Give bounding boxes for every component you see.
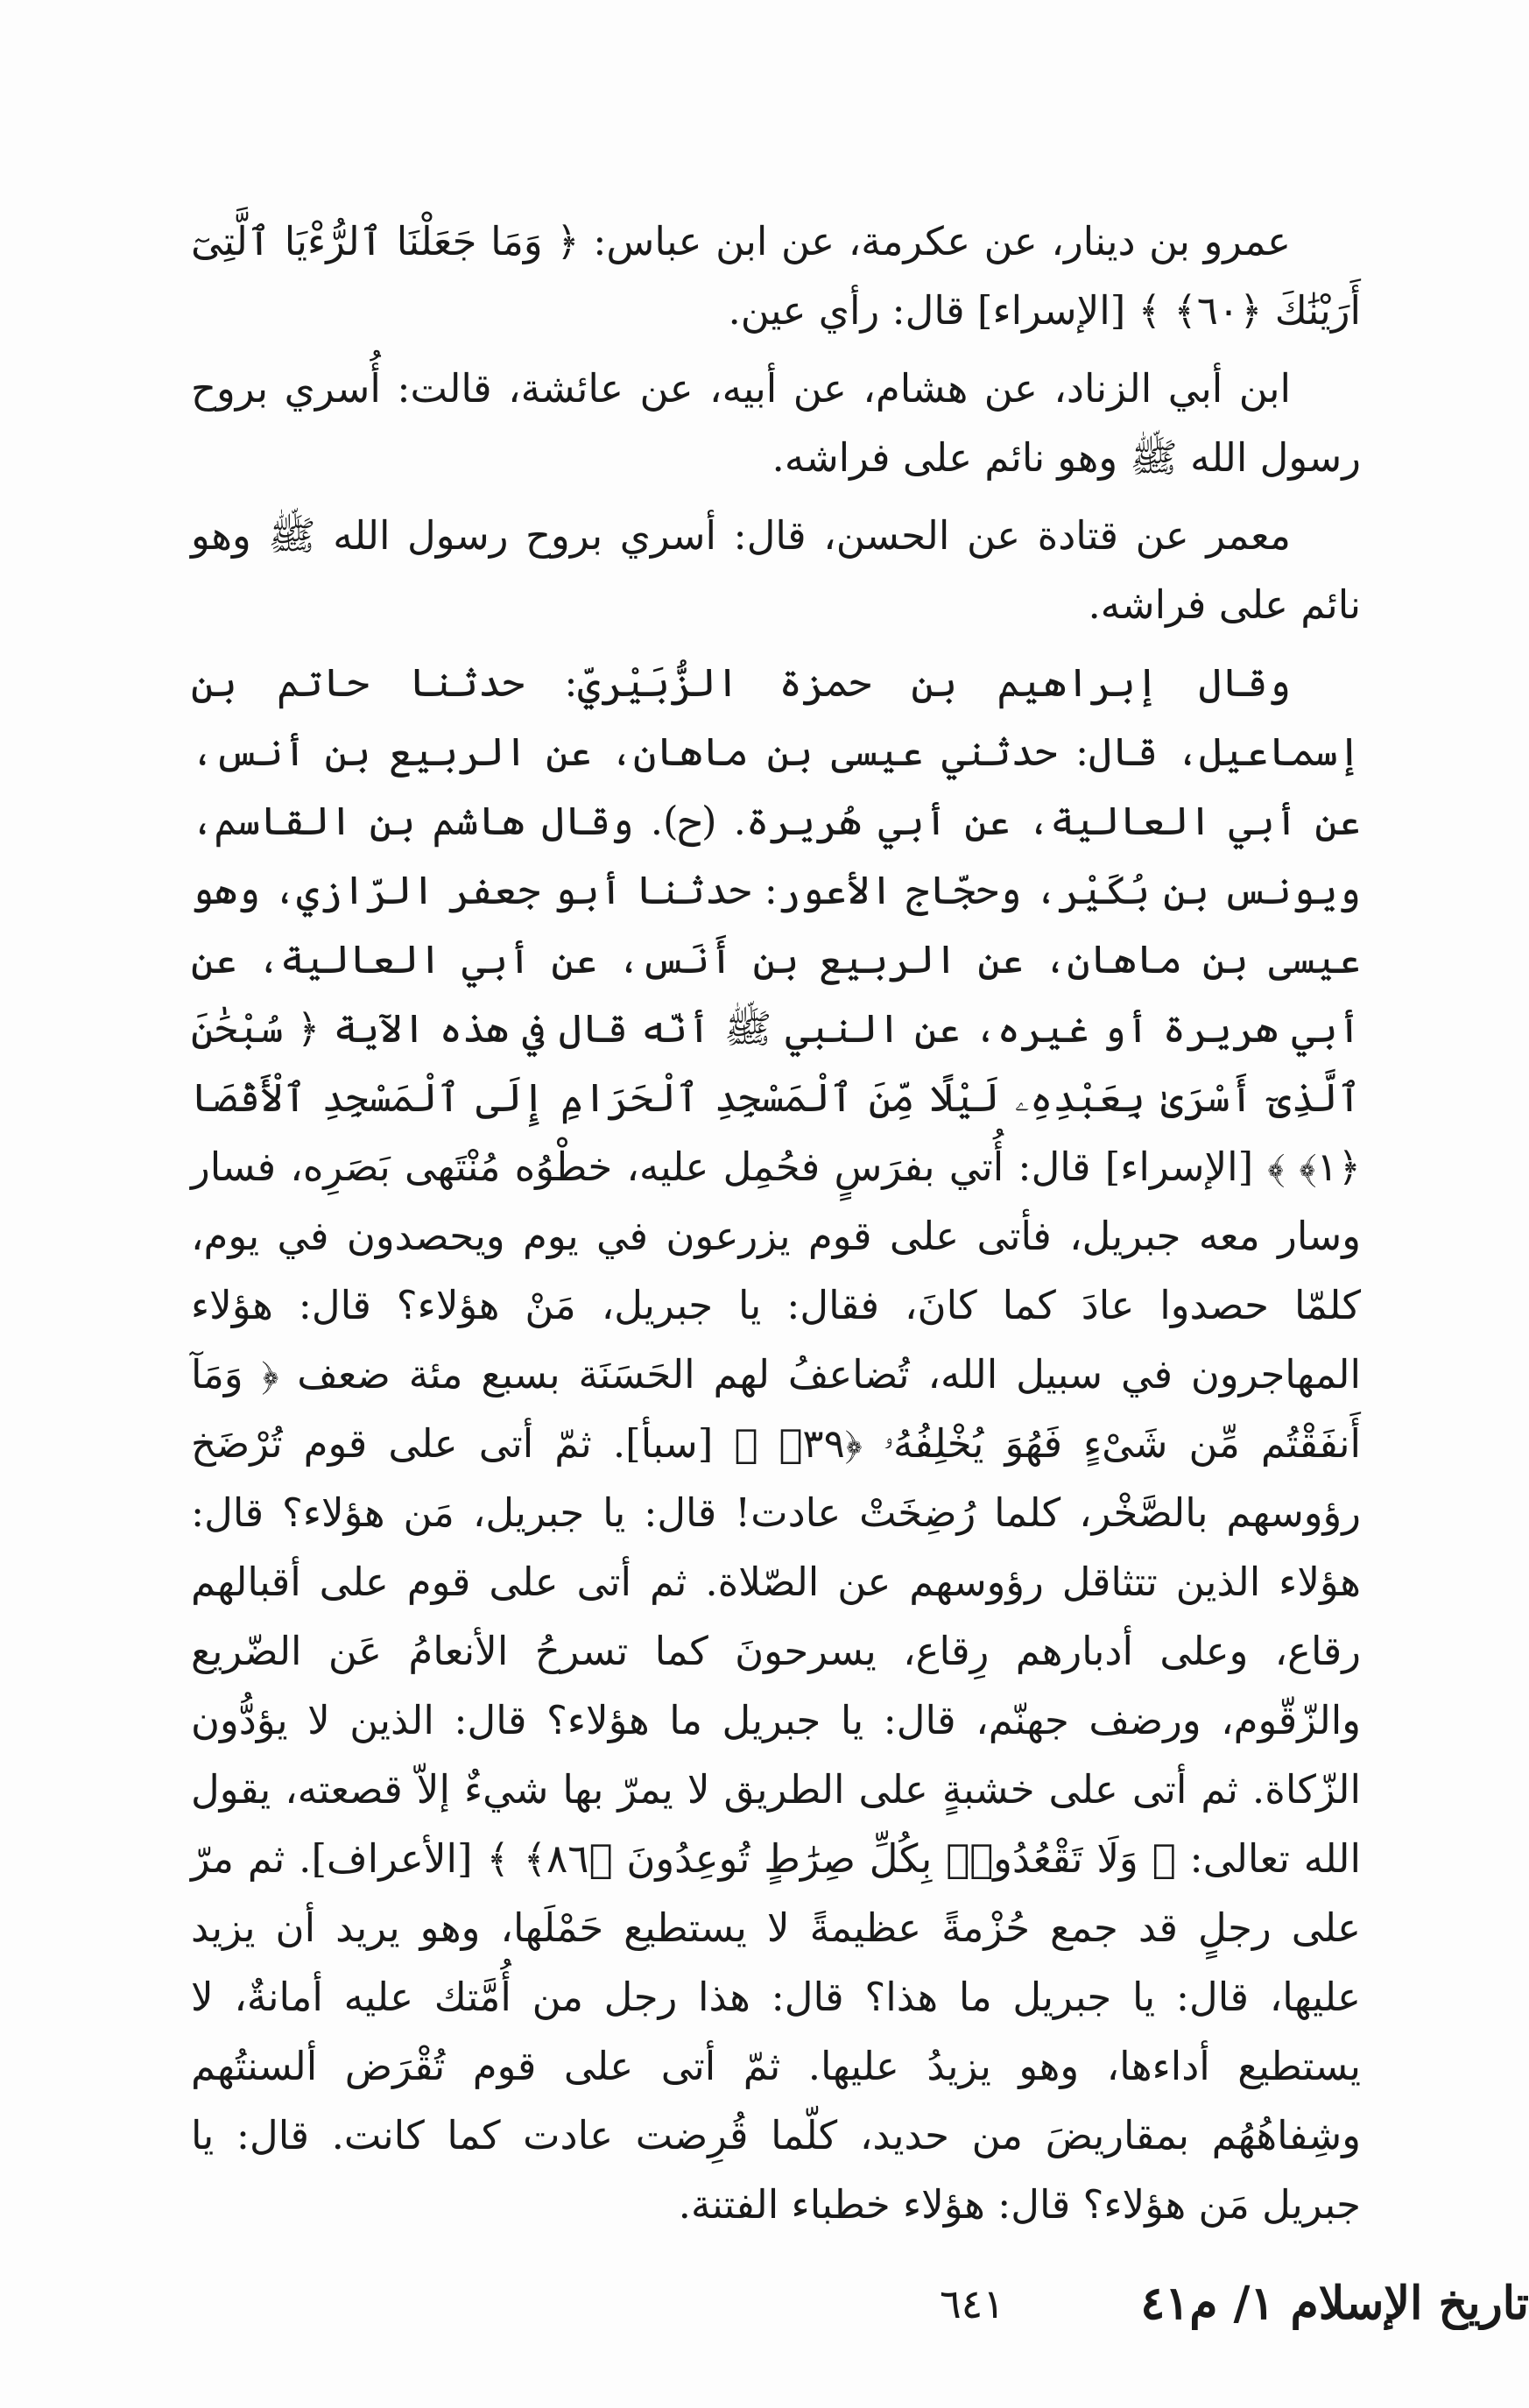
paragraph-mamar: معمر عن قتادة عن الحسن، قال: أسري بروح رسول الله ﷺ وهو نائم على فراشه. <box>191 512 1361 628</box>
paragraph-amr-ibn-dinar: عمرو بن دينار، عن عكرمة، عن ابن عباس: ﴿ وَمَا جَعَلْنَا ٱلرُّءْيَا ٱلَّتِىٓ أَرَيْنَٰكَ ﴿٦٠﴾ ﴾ [الإسراء] قال: رأي عين. <box>191 218 1361 334</box>
page-number: ٦٤١ <box>939 2280 1005 2327</box>
paragraph-ibn-abi-zinad: ابن أبي الزناد، عن هشام، عن أبيه، عن عائشة، قالت: أُسري بروح رسول الله ﷺ وهو نائم على فراشه. <box>191 365 1361 481</box>
main-text <box>191 207 1361 2248</box>
paragraph-ibrahim-ibn-hamza: وقال إبراهيم بن حمزة الزُّبَيْريّ: حدثنا حاتم بن إسماعيل، قال: حدثني عيسى بن ماهان، عن الربيع بن أنس، عن أبي العالية، عن أبي هُريرة. (ح). وقال هاشم بن القاسم، ويونس بن بُكَيْر، وحجّاج الأعور: حدثنا أبو جعفر الرّازي، وهو عيسى بن ماهان، عن الربيع بن أَنَس، عن أبي العالية، عن أبي هريرة أو غيره، عن النبي ﷺ أنّه قال في هذه الآية ﴿ سُبْحَٰنَ ٱلَّذِىٓ أَسْرَىٰ بِعَبْدِهِۦ لَيْلًا مِّنَ ٱلْمَسْجِدِ ٱلْحَرَامِ إِلَى ٱلْمَسْجِدِ ٱلْأَقْصَا ﴿١﴾ ﴾ [الإسراء] قال: أُتي بفرَسٍ فحُمِل عليه، خطْوُه مُنْتَهى بَصَرِه، فسار وسار معه جبريل، فأتى على قوم يزرعون في يوم ويحصدون في يوم، كلمّا حصدوا عادَ كما كانَ، فقال: يا جبريل، مَنْ هؤلاء؟ قال: هؤلاء المهاجرون في سبيل الله، تُضاعفُ لهم الحَسَنَة بسبع مئة ضعف ﴿ وَمَآ أَنفَقْتُم مِّن شَىْءٍ فَهُوَ يُخْلِفُهُۥ ﴿٣٩﴾ ﴾ [سبأ]. ثمّ أتى على قوم تُرْضَخ رؤوسهم بالصَّخْر، كلما رُضِخَتْ عادت! قال: يا جبريل، مَن هؤلاء؟ قال: هؤلاء الذين تتثاقل رؤوسهم عن الصّلاة. ثم أتى على قوم على أقبالهم رقاع، وعلى أدبارهم رِقاع، يسرحونَ كما تسرحُ الأنعامُ عَن الضّريع والزّقّوم، ورضف جهنّم، قال: يا جبريل ما هؤلاء؟ قال: الذين لا يؤدُّون الزّكاة. ثم أتى على خشبةٍ على الطريق لا يمرّ بها شيءٌ إلاّ قصعته، يقول الله تعالى: ﴿ وَلَا تَقْعُدُوا۟ بِكُلِّ صِرَٰطٍ تُوعِدُونَ ﴿٨٦﴾ ﴾ [الأعراف]. ثم مرّ على رجلٍ قد جمع حُزْمةً عظيمةً لا يستطيع حَمْلَها، وهو يريد أن يزيد عليها، قال: يا جبريل ما هذا؟ قال: هذا رجل من أُمَّتك عليه أمانةٌ، لا يستطيع أداءها، وهو يزيدُ عليها. ثمّ أتى على قوم تُقْرَض ألسنتُهم وشِفاهُهُم بمقاريضَ من حديد، كلّما قُرِضت عادت كما كانت. قال: يا جبريل مَن هؤلاء؟ قال: هؤلاء خطباء الفتنة. <box>191 659 1362 2228</box>
footer-source-label: تاريخ الإسلام ١/ م٤١ <box>1140 2277 1529 2330</box>
